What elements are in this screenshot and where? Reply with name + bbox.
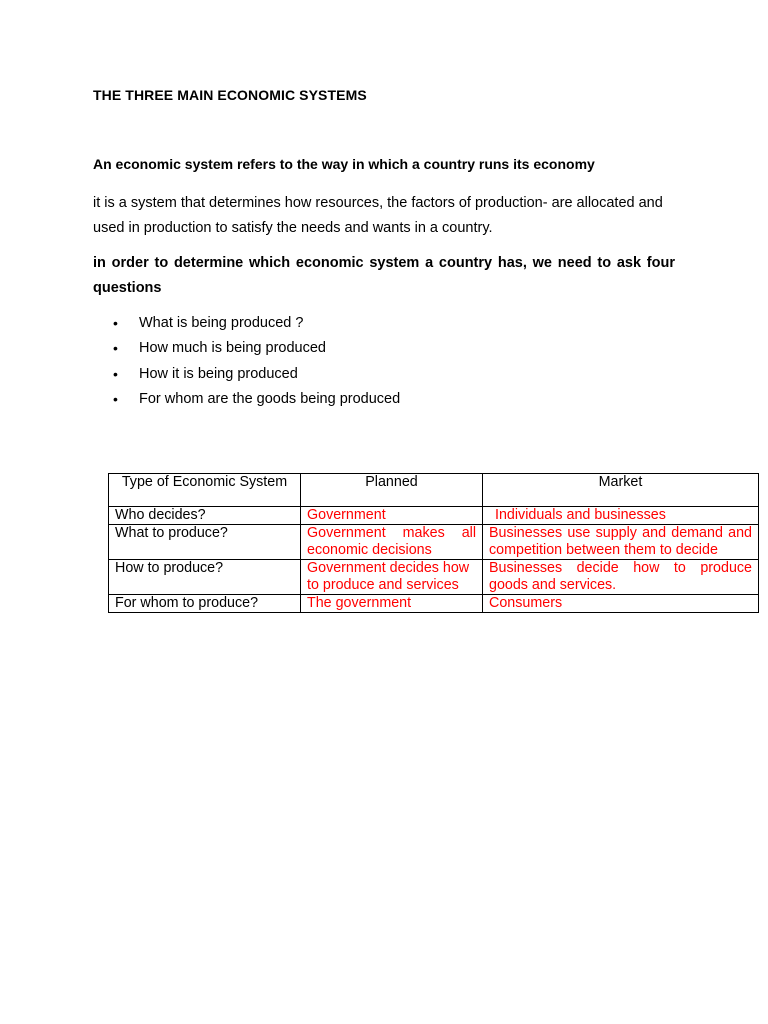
list-item-text: For whom are the goods being produced xyxy=(139,390,401,407)
list-item-text: How much is being produced xyxy=(139,340,326,357)
definition-paragraph: it is a system that determines how resources, the factors of production- are allocated and used in production to satisfy the needs and wants in a country. xyxy=(93,195,663,236)
planned-cell: The government xyxy=(301,595,483,613)
table-row xyxy=(109,525,759,560)
list-item-text: How it is being produced xyxy=(139,365,298,382)
list-item-text: What is being produced ? xyxy=(139,315,304,331)
economic-systems-table xyxy=(108,473,759,613)
table-header-row xyxy=(109,474,759,507)
planned-cell: Government xyxy=(301,507,483,525)
table-row xyxy=(109,595,759,613)
row-label: How to produce? xyxy=(109,560,301,595)
row-label: For whom to produce? xyxy=(109,595,301,613)
list-item xyxy=(93,336,693,361)
market-cell: Consumers xyxy=(483,595,759,613)
row-label: Who decides? xyxy=(109,507,301,525)
list-item xyxy=(93,311,693,336)
header-type: Type of Economic System xyxy=(109,474,301,507)
bullet-icon: • xyxy=(113,340,118,357)
bullet-icon: • xyxy=(113,365,118,382)
header-market: Market xyxy=(483,474,759,507)
lead-sentence: An economic system refers to the way in which a country runs its economy xyxy=(93,156,595,172)
row-label: What to produce? xyxy=(109,525,301,560)
planned-cell: Government decides how to produce and services xyxy=(301,560,483,595)
planned-cell: Government makes all economic decisions xyxy=(301,525,483,560)
list-item xyxy=(93,362,693,387)
market-cell: Individuals and businesses xyxy=(483,507,759,525)
table-row xyxy=(109,560,759,595)
questions-intro: in order to determine which economic system a country has, we need to ask four questions xyxy=(93,255,675,296)
table-row xyxy=(109,507,759,525)
market-cell: Businesses decide how to produce goods and services. xyxy=(483,560,759,595)
header-planned: Planned xyxy=(301,474,483,507)
questions-list xyxy=(93,311,693,412)
market-cell: Businesses use supply and demand and competition between them to decide xyxy=(483,525,759,560)
bullet-icon: • xyxy=(113,315,118,331)
bullet-icon: • xyxy=(113,390,118,407)
list-item xyxy=(93,387,693,412)
document-title: THE THREE MAIN ECONOMIC SYSTEMS xyxy=(93,87,367,103)
